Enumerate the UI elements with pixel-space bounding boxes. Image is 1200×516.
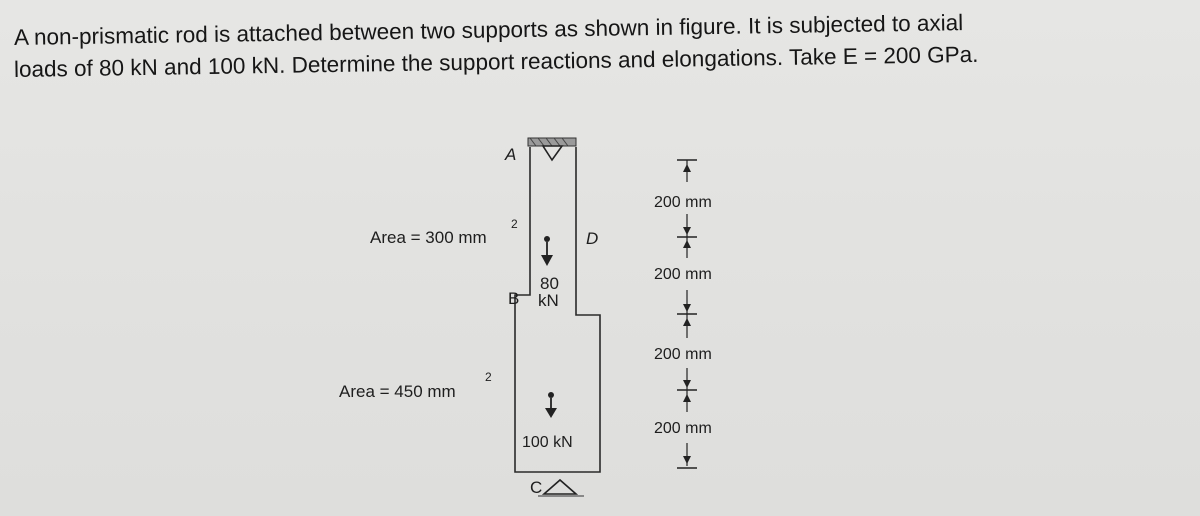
problem-line-1: A non-prismatic rod is attached between two supports as shown in figure. It is subjected to axial (13, 10, 964, 50)
load-100-arrow (545, 392, 557, 418)
label-b: B (508, 289, 520, 308)
label-c: C (530, 478, 543, 497)
area-lower-label: Area = 450 mm (339, 382, 456, 401)
bottom-support (538, 480, 584, 496)
area-lower-exponent: 2 (485, 370, 492, 384)
label-a: A (505, 145, 517, 164)
area-upper-label: Area = 300 mm (370, 228, 487, 247)
label-d: D (586, 229, 599, 248)
dimension-label-2: 200 mm (654, 266, 712, 283)
dimension-label-4: 200 mm (654, 420, 712, 437)
load-80-unit: kN (538, 291, 559, 310)
dimension-label-3: 200 mm (654, 346, 712, 363)
dimension-label-1: 200 mm (654, 194, 712, 211)
load-80-arrow (541, 236, 553, 266)
load-100-label: 100 kN (522, 434, 573, 451)
problem-line-2: loads of 80 kN and 100 kN. Determine the support reactions and elongations. Take E = 200 GPa. (13, 41, 979, 82)
load-80-value: 80 (540, 274, 559, 293)
area-upper-exponent: 2 (511, 217, 518, 231)
top-support (528, 138, 576, 160)
